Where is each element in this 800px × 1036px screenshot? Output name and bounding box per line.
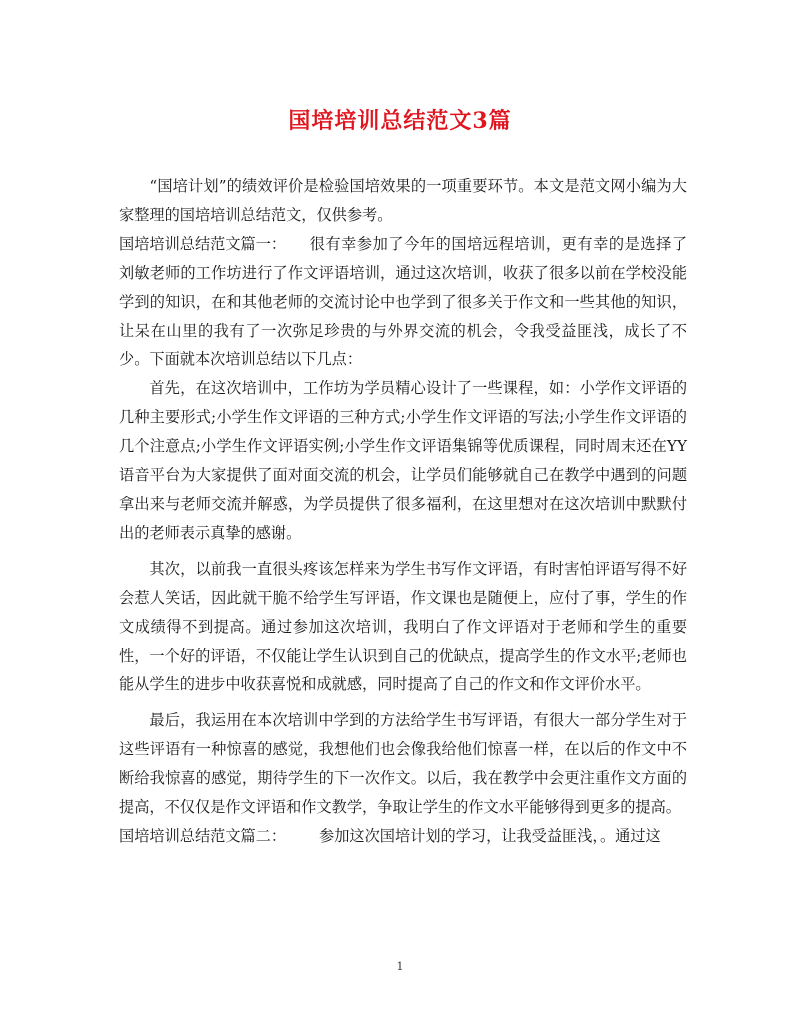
page-number: 1 [396,960,404,973]
document-body [119,172,687,851]
piece-one-paragraph [119,230,687,375]
intro-paragraph: “国培计划”的绩效评价是检验国培效果的一项重要环节。本文是范文网小编为大家整理的国培培训总结范文，仅供参考。 [119,177,687,224]
body-paragraph-third: 最后，我运用在本次培训中学到的方法给学生书写评语，有很大一部分学生对于这些评语有一种惊喜的感觉，我想他们也会像我给他们惊喜一样，在以后的作文中不断给我惊喜的感觉，期待学生的下一次作文。以后，我在教学中会更注重作文方面的提高，不仅仅是作文评语和作文教学，争取让学生的作文水平能够得到更多的提高。 [119,711,687,817]
document-title: 国培培训总结范文3篇 [288,108,512,134]
piece-two-paragraph [119,822,687,851]
piece-one-heading: 国培培训总结范文篇一： [119,234,287,253]
piece-two-text: 参加这次国培计划的学习，让我受益匪浅，。通过这 [319,826,661,845]
body-paragraph-first: 首先，在这次培训中，工作坊为学员精心设计了一些课程，如：小学作文评语的几种主要形式;小学生作文评语的三种方式;小学生作文评语的写法;小学生作文评语的几个注意点;小学生作文评语实例;小学生作文评语集锦等优质课程，同时周末还在YY语音平台为大家提供了面对面交流的机会，让学员们能够就自己在教学中遇到的问题拿出来与老师交流并解惑，为学员提供了很多福利，在这里想对在这次培训中默默付出的老师表示真挚的感谢。 [119,379,687,542]
body-paragraph-second: 其次，以前我一直很头疼该怎样来为学生书写作文评语，有时害怕评语写得不好会惹人笑话，因此就干脆不给学生写评语，作文课也是随便上，应付了事，学生的作文成绩得不到提高。通过参加这次培训，我明白了作文评语对于老师和学生的重要性，一个好的评语，不仅能让学生认识到自己的优缺点，提高学生的作文水平;老师也能从学生的进步中收获喜悦和成就感，同时提高了自己的作文和作文评价水平。 [119,559,687,694]
piece-one-text: 很有幸参加了今年的国培远程培训，更有幸的是选择了刘敏老师的工作坊进行了作文评语培训，通过这次培训，收获了很多以前在学校没能学到的知识，在和其他老师的交流讨论中也学到了很多关于作文和一些其他的知识，让呆在山里的我有了一次弥足珍贵的与外界交流的机会，令我受益匪浅，成长了不少。下面就本次培训总结以下几点： [119,234,687,369]
piece-two-heading: 国培培训总结范文篇二： [119,826,287,845]
